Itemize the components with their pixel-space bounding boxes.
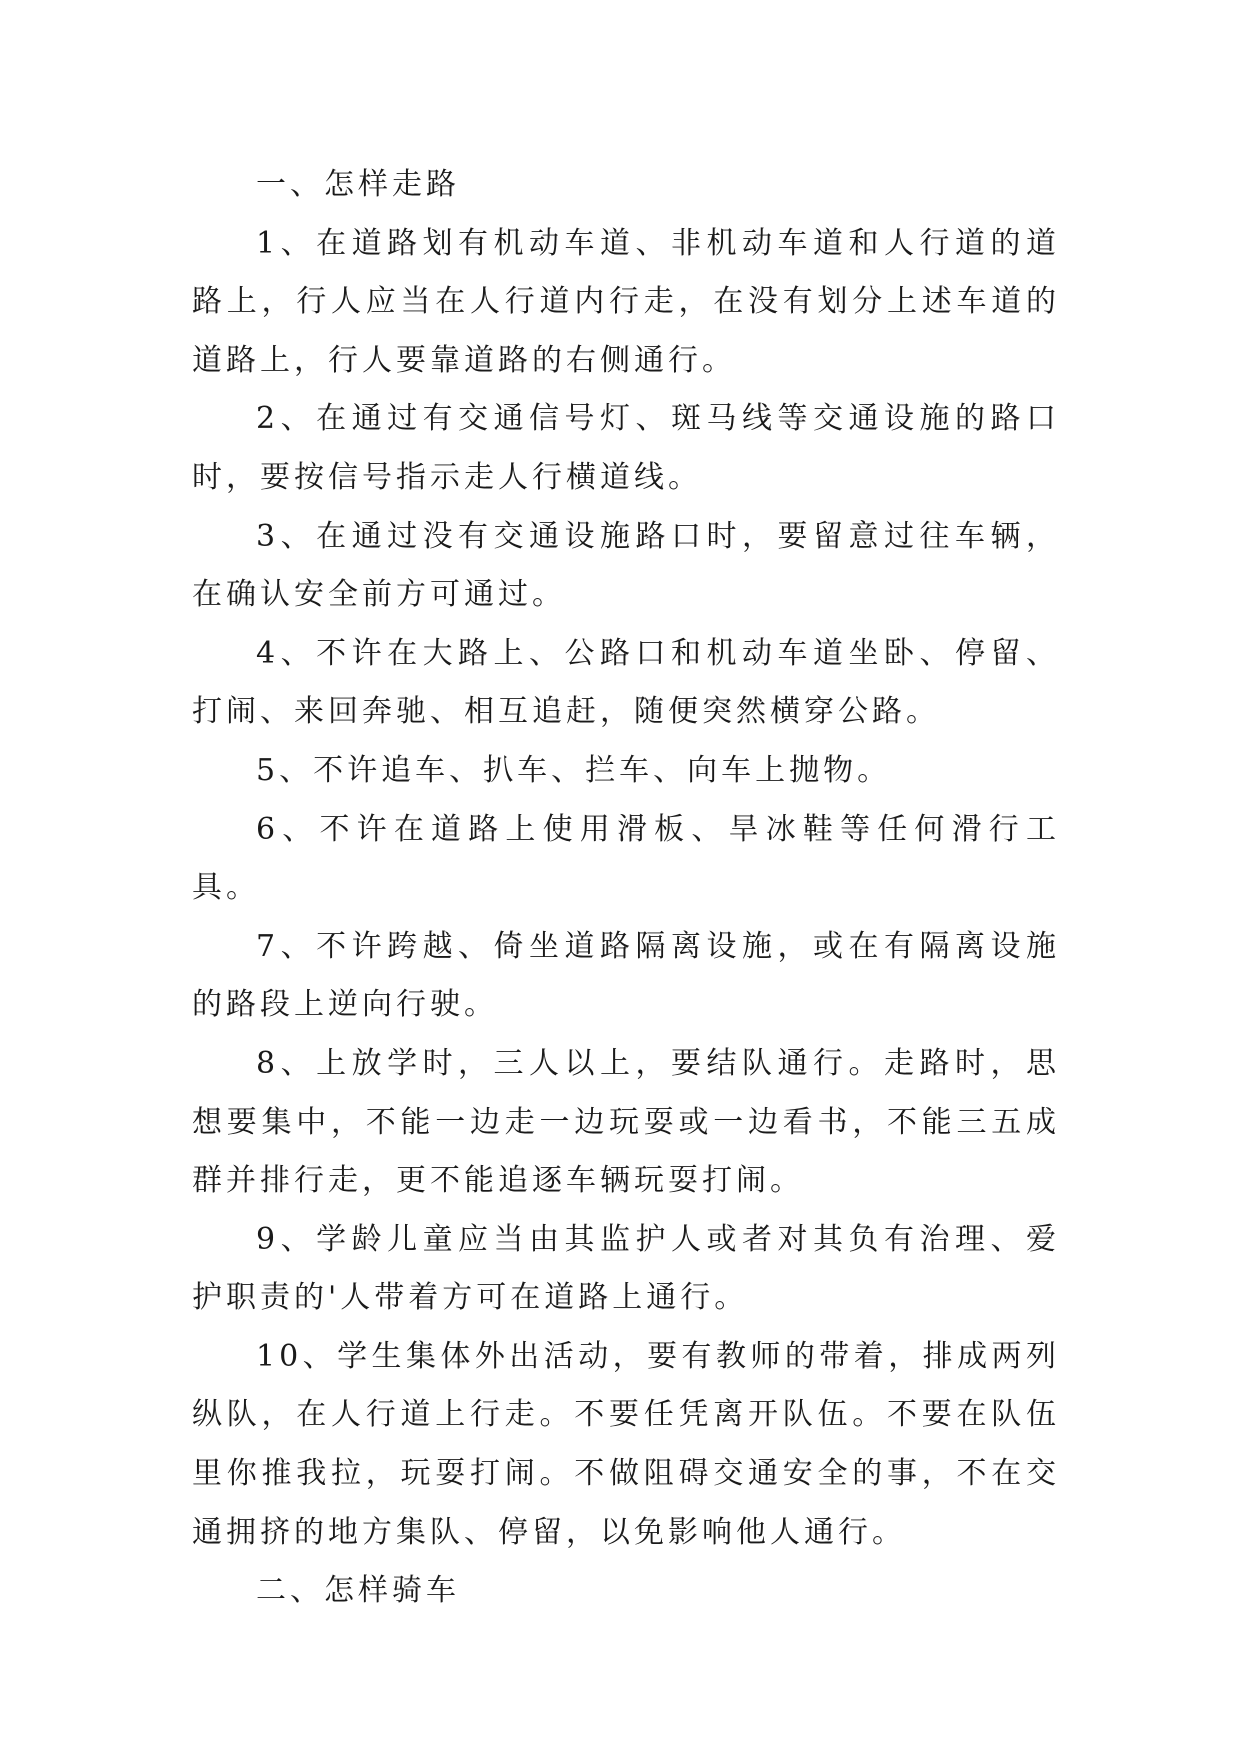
paragraph-2: 2、在通过有交通信号灯、斑马线等交通设施的路口时，要按信号指示走人行横道线。 — [192, 401, 1060, 495]
paragraph-6: 6、不许在道路上使用滑板、旱冰鞋等任何滑行工具。 — [192, 811, 1060, 906]
paragraph-7: 7、不许跨越、倚坐道路隔离设施，或在有隔离设施的路段上逆向行驶。 — [192, 928, 1060, 1023]
section-heading-cycling: 二、怎样骑车 — [256, 1573, 460, 1609]
paragraph-5: 5、不许追车、扒车、拦车、向车上抛物。 — [256, 752, 892, 788]
paragraph-9: 9、学龄儿童应当由其监护人或者对其负有治理、爱护职责的'人带着方可在道路上通行。 — [192, 1221, 1060, 1316]
paragraph-4: 4、不许在大路上、公路口和机动车道坐卧、停留、打闹、来回奔驰、相互追赶，随便突然横穿公路。 — [192, 635, 1060, 730]
section-heading-walking: 一、怎样走路 — [256, 167, 460, 202]
document-body — [192, 156, 1060, 1621]
paragraph-1: 1、在道路划有机动车道、非机动车道和人行道的道路上，行人应当在人行道内行走，在没有划分上述车道的道路上，行人要靠道路的右侧通行。 — [192, 225, 1060, 378]
paragraph-8: 8、上放学时，三人以上，要结队通行。走路时，思想要集中，不能一边走一边玩耍或一边看书，不能三五成群并排行走，更不能追逐车辆玩耍打闹。 — [192, 1045, 1060, 1199]
paragraph-10: 10、学生集体外出活动，要有教师的带着，排成两列纵队，在人行道上行走。不要任凭离开队伍。不要在队伍里你推我拉，玩耍打闹。不做阻碍交通安全的事，不在交通拥挤的地方集队、停留，以免影响他人通行。 — [192, 1338, 1060, 1550]
paragraph-3: 3、在通过没有交通设施路口时，要留意过往车辆，在确认安全前方可通过。 — [192, 518, 1060, 613]
